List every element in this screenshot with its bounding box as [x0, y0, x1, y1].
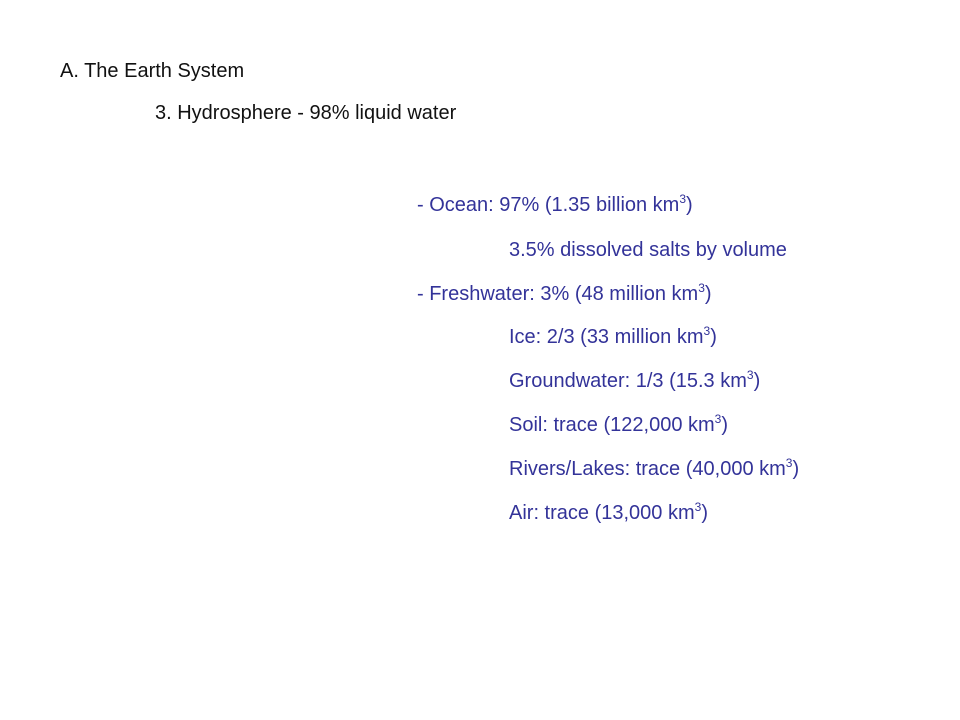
rivers-lakes-text: Rivers/Lakes: trace (40,000 km [509, 458, 786, 480]
groundwater-exponent: 3 [746, 368, 754, 382]
soil-exponent: 3 [714, 412, 722, 426]
soil-line [509, 413, 728, 437]
soil-suffix: ) [721, 414, 729, 436]
dissolved-salts-line: 3.5% dissolved salts by volume [509, 239, 787, 261]
rivers-lakes-line [509, 457, 799, 481]
ice-suffix: ) [710, 326, 717, 348]
air-exponent: 3 [694, 500, 702, 514]
groundwater-text: Groundwater: 1/3 (15.3 km [509, 370, 747, 392]
soil-text: Soil: trace (122,000 km [509, 414, 715, 436]
ice-line [509, 325, 717, 349]
freshwater-suffix: ) [704, 283, 712, 305]
ocean-text: - Ocean: 97% (1.35 billion km [417, 194, 680, 216]
section-title: A. The Earth System [60, 60, 245, 82]
rivers-lakes-exponent: 3 [785, 456, 793, 470]
rivers-lakes-suffix: ) [792, 458, 800, 480]
air-text: Air: trace (13,000 km [509, 502, 695, 524]
hydrosphere-subtitle: 3. Hydrosphere - 98% liquid water [155, 102, 457, 124]
freshwater-text: - Freshwater: 3% (48 million km [417, 283, 699, 305]
ice-text: Ice: 2/3 (33 million km [509, 326, 704, 348]
freshwater-exponent: 3 [698, 281, 705, 295]
ocean-exponent: 3 [679, 192, 687, 206]
ice-exponent: 3 [703, 324, 711, 338]
groundwater-suffix: ) [753, 370, 761, 392]
air-line [509, 501, 708, 525]
ocean-line [417, 193, 693, 217]
groundwater-line [509, 369, 760, 393]
air-suffix: ) [701, 502, 708, 524]
ocean-suffix: ) [686, 194, 693, 216]
freshwater-line [417, 282, 712, 306]
